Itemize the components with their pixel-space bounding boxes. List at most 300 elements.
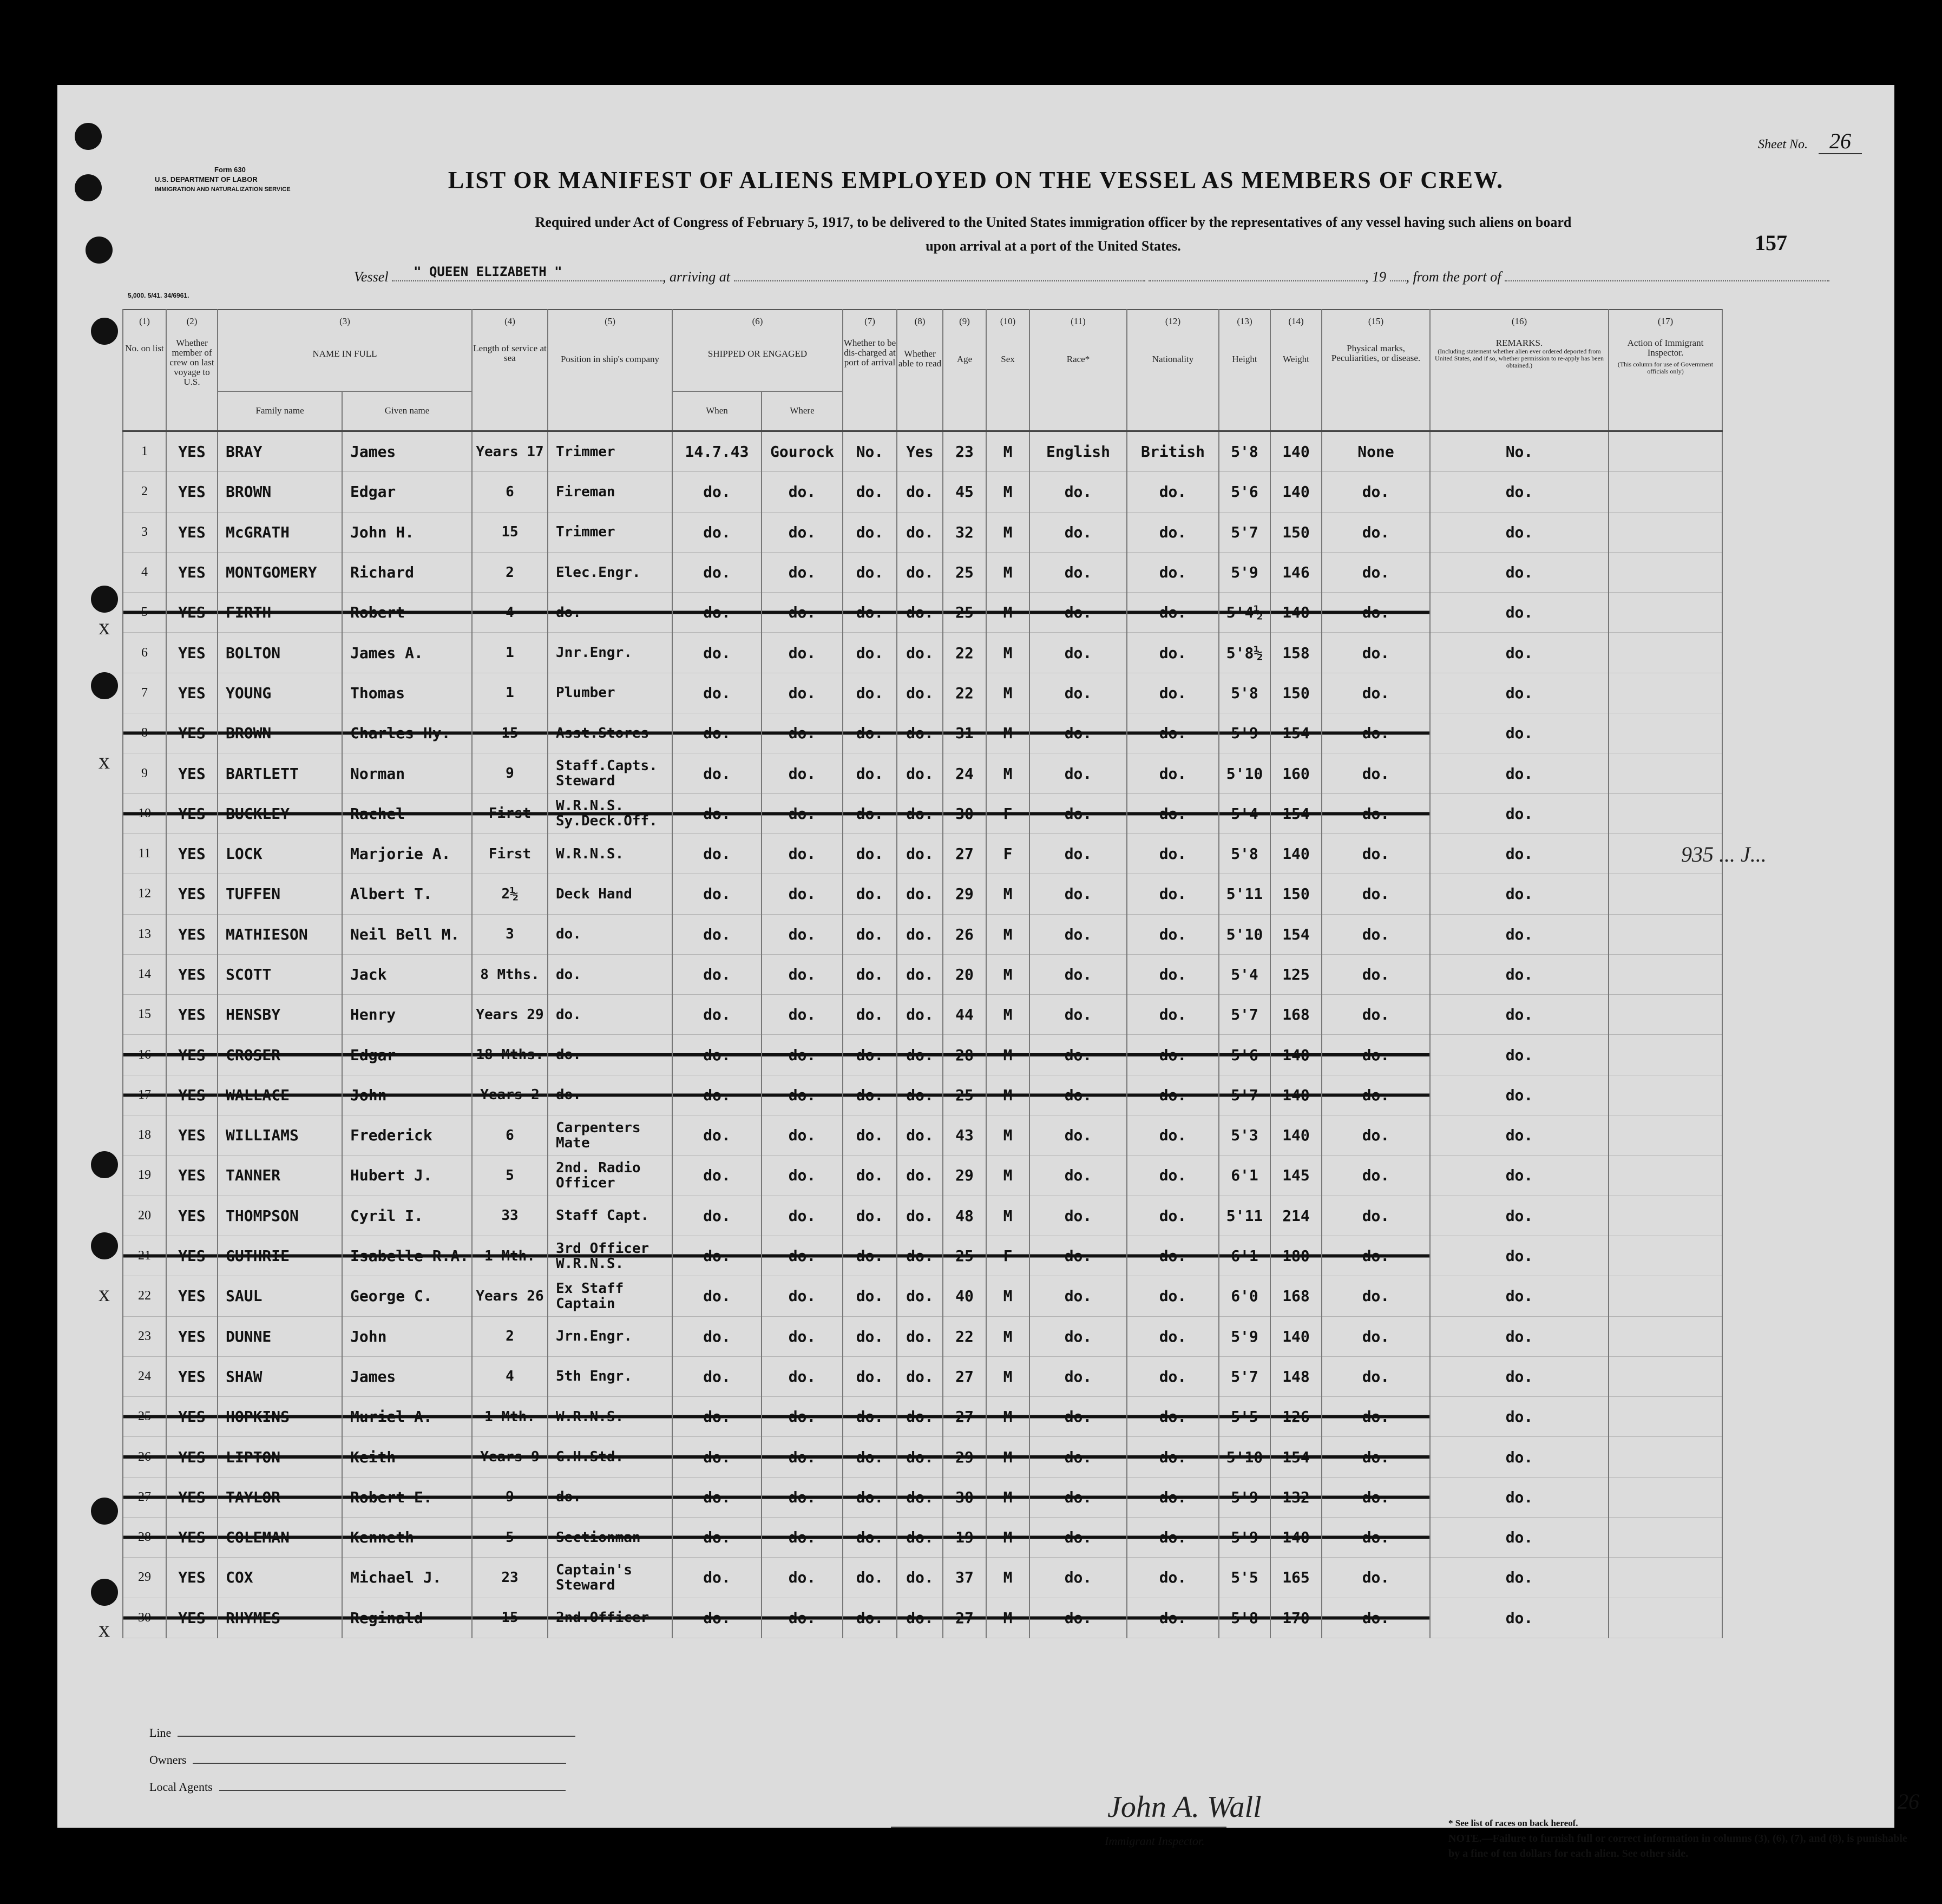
cell-discharged: do. (843, 1437, 897, 1477)
cell-family: RHYMES (218, 1598, 342, 1638)
arriving-label: , arriving at (662, 269, 730, 285)
cell-read: do. (897, 1035, 943, 1075)
cell-discharged: do. (843, 1236, 897, 1276)
cell-height: 5'10 (1219, 914, 1270, 954)
cell-physical: do. (1322, 512, 1430, 552)
cell-sex: M (986, 512, 1029, 552)
cell-weight: 154 (1270, 793, 1322, 833)
table-row (123, 1316, 1722, 1356)
cell-race: do. (1029, 552, 1127, 592)
cell-height: 5'9 (1219, 1477, 1270, 1517)
cell-remarks: do. (1430, 1356, 1609, 1396)
header-action (1609, 333, 1722, 431)
service: IMMIGRATION AND NATURALIZATION SERVICE (155, 186, 291, 193)
cell-given: Frederick (342, 1115, 472, 1155)
cell-physical: do. (1322, 1236, 1430, 1276)
cell-given: George C. (342, 1276, 472, 1316)
cell-crew: YES (166, 1397, 218, 1437)
col-num-12: (12) (1127, 310, 1219, 333)
cell-where: do. (762, 1115, 843, 1155)
cell-sex: M (986, 874, 1029, 914)
header-height: Height (1219, 333, 1270, 431)
cell-when: do. (672, 1236, 762, 1276)
cell-family: GUTHRIE (218, 1236, 342, 1276)
cell-when: do. (672, 1075, 762, 1115)
footer-agents-field (149, 1774, 575, 1801)
requirement-line-1: Required under Act of Congress of February 5, 1917, to be delivered to the United States immigration officer by the representatives of any vessel having such aliens on board (535, 214, 1572, 230)
cell-action (1609, 1196, 1722, 1236)
cell-family: WILLIAMS (218, 1115, 342, 1155)
cell-discharged: do. (843, 954, 897, 994)
cell-nationality: do. (1127, 1356, 1219, 1396)
cell-action (1609, 713, 1722, 753)
header-length-service: Length of service at sea (472, 333, 548, 431)
col-num-6: (6) (672, 310, 843, 333)
cell-position: 2nd. Radio Officer (548, 1155, 672, 1196)
cell-remarks: do. (1430, 1196, 1609, 1236)
cell-race: do. (1029, 1035, 1127, 1075)
cell-given: Cyril I. (342, 1196, 472, 1236)
cell-discharged: do. (843, 833, 897, 874)
cell-given: Albert T. (342, 874, 472, 914)
table-row (123, 713, 1722, 753)
cell-family: COX (218, 1558, 342, 1598)
cell-no: 8 (123, 713, 166, 753)
cell-crew: YES (166, 1316, 218, 1356)
cell-sex: M (986, 914, 1029, 954)
cell-remarks: do. (1430, 1598, 1609, 1638)
cell-action (1609, 1155, 1722, 1196)
footer-notes (1448, 1816, 1908, 1861)
cell-family: BARTLETT (218, 753, 342, 793)
cell-when: do. (672, 1397, 762, 1437)
cell-where: do. (762, 995, 843, 1035)
cell-height: 5'9 (1219, 1518, 1270, 1558)
cell-race: do. (1029, 1397, 1127, 1437)
col-num-14: (14) (1270, 310, 1322, 333)
cell-remarks: do. (1430, 1316, 1609, 1356)
cell-weight: 146 (1270, 552, 1322, 592)
cell-height: 5'10 (1219, 753, 1270, 793)
cell-crew: YES (166, 1035, 218, 1075)
header-nationality: Nationality (1127, 333, 1219, 431)
header-able-read: Whether able to read (897, 333, 943, 431)
cell-weight: 140 (1270, 431, 1322, 472)
cell-race: do. (1029, 1316, 1127, 1356)
cell-family: FIRTH (218, 593, 342, 633)
cell-when: do. (672, 914, 762, 954)
cell-weight: 154 (1270, 914, 1322, 954)
cell-height: 6'1 (1219, 1155, 1270, 1196)
cell-weight: 154 (1270, 1437, 1322, 1477)
punch-hole (86, 237, 113, 264)
cell-where: do. (762, 512, 843, 552)
x-mark: x (99, 749, 110, 774)
cell-action (1609, 995, 1722, 1035)
cell-read: do. (897, 914, 943, 954)
cell-when: do. (672, 793, 762, 833)
cell-remarks: do. (1430, 713, 1609, 753)
cell-when: do. (672, 1276, 762, 1316)
cell-crew: YES (166, 753, 218, 793)
cell-read: do. (897, 512, 943, 552)
cell-race: do. (1029, 673, 1127, 713)
cell-physical: do. (1322, 1356, 1430, 1396)
cell-height: 5'9 (1219, 1316, 1270, 1356)
cell-physical: do. (1322, 1558, 1430, 1598)
x-mark: x (99, 1617, 110, 1642)
handwritten-annotation: 935 ... J... (1681, 842, 1767, 866)
cell-physical: do. (1322, 713, 1430, 753)
cell-remarks: do. (1430, 1155, 1609, 1196)
cell-no: 20 (123, 1196, 166, 1236)
cell-action (1609, 1558, 1722, 1598)
cell-race: do. (1029, 793, 1127, 833)
signature-label: Immigrant Inspector. (1105, 1834, 1205, 1848)
cell-discharged: do. (843, 593, 897, 633)
cell-given: Edgar (342, 1035, 472, 1075)
cell-remarks: do. (1430, 1075, 1609, 1115)
cell-no: 24 (123, 1356, 166, 1396)
cell-crew: YES (166, 1075, 218, 1115)
header-where: Where (762, 391, 843, 431)
cell-weight: 126 (1270, 1397, 1322, 1437)
cell-race: do. (1029, 1196, 1127, 1236)
cell-read: do. (897, 1356, 943, 1396)
col-num-7: (7) (843, 310, 897, 333)
cell-position: Ex Staff Captain (548, 1276, 672, 1316)
cell-height: 5'3 (1219, 1115, 1270, 1155)
col-num-2: (2) (166, 310, 218, 333)
cell-family: LIPTON (218, 1437, 342, 1477)
cell-race: English (1029, 431, 1127, 472)
cell-when: do. (672, 1155, 762, 1196)
cell-nationality: do. (1127, 1115, 1219, 1155)
cell-age: 32 (943, 512, 986, 552)
cell-no: 27 (123, 1477, 166, 1517)
cell-nationality: do. (1127, 512, 1219, 552)
cell-no: 18 (123, 1115, 166, 1155)
cell-action (1609, 512, 1722, 552)
cell-remarks: do. (1430, 673, 1609, 713)
cell-crew: YES (166, 833, 218, 874)
cell-read: do. (897, 1155, 943, 1196)
cell-crew: YES (166, 1155, 218, 1196)
cell-height: 5'8 (1219, 673, 1270, 713)
cell-physical: do. (1322, 1477, 1430, 1517)
cell-when: do. (672, 1477, 762, 1517)
cell-weight: 148 (1270, 1356, 1322, 1396)
cell-weight: 125 (1270, 954, 1322, 994)
header-no-on-list: No. on list (123, 333, 166, 431)
cell-where: do. (762, 1075, 843, 1115)
cell-when: do. (672, 874, 762, 914)
cell-crew: YES (166, 1558, 218, 1598)
cell-age: 40 (943, 1276, 986, 1316)
cell-age: 24 (943, 753, 986, 793)
cell-height: 5'8 (1219, 1598, 1270, 1638)
cell-weight: 160 (1270, 753, 1322, 793)
cell-no: 3 (123, 512, 166, 552)
cell-nationality: do. (1127, 833, 1219, 874)
cell-height: 5'7 (1219, 1075, 1270, 1115)
cell-crew: YES (166, 1236, 218, 1276)
cell-crew: YES (166, 593, 218, 633)
cell-when: do. (672, 1196, 762, 1236)
table-row (123, 914, 1722, 954)
cell-given: Kenneth (342, 1518, 472, 1558)
cell-height: 5'11 (1219, 1196, 1270, 1236)
cell-height: 6'0 (1219, 1276, 1270, 1316)
header-race: Race* (1029, 333, 1127, 431)
cell-action (1609, 1518, 1722, 1558)
cell-when: do. (672, 753, 762, 793)
cell-family: HOPKINS (218, 1397, 342, 1437)
cell-service: 1 (472, 673, 548, 713)
table-row (123, 1236, 1722, 1276)
sheet-number-label: Sheet No. (1758, 137, 1808, 152)
cell-race: do. (1029, 1276, 1127, 1316)
cell-service: 2½ (472, 874, 548, 914)
cell-sex: F (986, 793, 1029, 833)
cell-physical: do. (1322, 1035, 1430, 1075)
table-row (123, 1598, 1722, 1638)
cell-position: Asst.Stores (548, 713, 672, 753)
cell-crew: YES (166, 1115, 218, 1155)
cell-crew: YES (166, 512, 218, 552)
cell-no: 7 (123, 673, 166, 713)
cell-where: do. (762, 593, 843, 633)
cell-position: Fireman (548, 472, 672, 512)
cell-where: do. (762, 1196, 843, 1236)
header-position: Position in ship's company (548, 333, 672, 431)
cell-race: do. (1029, 1598, 1127, 1638)
cell-given: Jack (342, 954, 472, 994)
cell-race: do. (1029, 472, 1127, 512)
cell-height: 5'7 (1219, 512, 1270, 552)
cell-nationality: British (1127, 431, 1219, 472)
cell-discharged: do. (843, 914, 897, 954)
table-row (123, 552, 1722, 592)
cell-action (1609, 673, 1722, 713)
cell-age: 28 (943, 1035, 986, 1075)
cell-where: do. (762, 552, 843, 592)
cell-remarks: do. (1430, 1518, 1609, 1558)
cell-position: do. (548, 1075, 672, 1115)
cell-position: do. (548, 914, 672, 954)
cell-position: G.H.Std. (548, 1437, 672, 1477)
col-num-5: (5) (548, 310, 672, 333)
cell-race: do. (1029, 1115, 1127, 1155)
sheet-number (1758, 128, 1862, 154)
cell-family: DUNNE (218, 1316, 342, 1356)
requirement-text (350, 211, 1757, 258)
cell-discharged: do. (843, 1356, 897, 1396)
cell-age: 25 (943, 593, 986, 633)
cell-physical: do. (1322, 552, 1430, 592)
cell-crew: YES (166, 552, 218, 592)
cell-read: do. (897, 1196, 943, 1236)
cell-age: 26 (943, 914, 986, 954)
cell-family: TAYLOR (218, 1477, 342, 1517)
manifest-sheet (57, 85, 1919, 1860)
header-family-name: Family name (218, 391, 342, 431)
header-physical: Physical marks, Peculiarities, or disease. (1322, 333, 1430, 431)
cell-sex: M (986, 633, 1029, 673)
cell-nationality: do. (1127, 1558, 1219, 1598)
cell-read: Yes (897, 431, 943, 472)
cell-weight: 150 (1270, 673, 1322, 713)
punch-hole (91, 1151, 118, 1178)
cell-physical: do. (1322, 995, 1430, 1035)
cell-age: 29 (943, 874, 986, 914)
cell-read: do. (897, 1558, 943, 1598)
cell-when: do. (672, 593, 762, 633)
remarks-title: REMARKS. (1495, 338, 1543, 348)
cell-position: do. (548, 1477, 672, 1517)
cell-where: Gourock (762, 431, 843, 472)
cell-when: do. (672, 1598, 762, 1638)
cell-race: do. (1029, 1477, 1127, 1517)
penalty-note: NOTE.—Failure to furnish full or correct information in columns (3), (6), (7), and (8), is punishable by a fine of ten dollars for each alien. See other side. (1448, 1833, 1907, 1860)
cell-physical: do. (1322, 1115, 1430, 1155)
cell-no: 22 (123, 1276, 166, 1316)
cell-physical: None (1322, 431, 1430, 472)
cell-read: do. (897, 1518, 943, 1558)
cell-service: 6 (472, 1115, 548, 1155)
cell-read: do. (897, 1397, 943, 1437)
cell-given: Rachel (342, 793, 472, 833)
cell-weight: 180 (1270, 1236, 1322, 1276)
cell-position: Captain's Steward (548, 1558, 672, 1598)
cell-race: do. (1029, 874, 1127, 914)
cell-when: do. (672, 673, 762, 713)
cell-race: do. (1029, 1558, 1127, 1598)
cell-physical: do. (1322, 1155, 1430, 1196)
punch-hole (91, 586, 118, 613)
cell-family: BOLTON (218, 633, 342, 673)
cell-service: 15 (472, 1598, 548, 1638)
cell-service: Years 2 (472, 1075, 548, 1115)
vessel-label: Vessel (354, 269, 389, 285)
cell-service: 15 (472, 713, 548, 753)
cell-service: 4 (472, 1356, 548, 1396)
cell-family: THOMPSON (218, 1196, 342, 1236)
cell-service: 2 (472, 1316, 548, 1356)
cell-read: do. (897, 1236, 943, 1276)
cell-where: do. (762, 874, 843, 914)
cell-race: do. (1029, 1236, 1127, 1276)
cell-discharged: do. (843, 753, 897, 793)
cell-no: 10 (123, 793, 166, 833)
cell-family: COLEMAN (218, 1518, 342, 1558)
cell-age: 30 (943, 793, 986, 833)
column-numbers-row (123, 310, 1722, 333)
cell-weight: 140 (1270, 1075, 1322, 1115)
cell-read: do. (897, 673, 943, 713)
table-row (123, 1035, 1722, 1075)
cell-age: 27 (943, 1598, 986, 1638)
cell-crew: YES (166, 995, 218, 1035)
cell-weight: 140 (1270, 833, 1322, 874)
cell-crew: YES (166, 874, 218, 914)
table-row (123, 633, 1722, 673)
header-sex: Sex (986, 333, 1029, 431)
cell-read: do. (897, 1437, 943, 1477)
cell-crew: YES (166, 472, 218, 512)
cell-discharged: do. (843, 1397, 897, 1437)
cell-physical: do. (1322, 753, 1430, 793)
cell-sex: F (986, 1236, 1029, 1276)
cell-when: do. (672, 713, 762, 753)
cell-age: 48 (943, 1196, 986, 1236)
cell-nationality: do. (1127, 954, 1219, 994)
cell-sex: M (986, 1196, 1029, 1236)
remarks-note: (Including statement whether alien ever ordered deported from United States, and if so, whether permission to re-apply has been obtained.) (1435, 347, 1604, 369)
cell-where: do. (762, 833, 843, 874)
cell-given: Michael J. (342, 1558, 472, 1598)
cell-discharged: do. (843, 1196, 897, 1236)
table-row (123, 1196, 1722, 1236)
cell-position: Trimmer (548, 431, 672, 472)
cell-race: do. (1029, 1155, 1127, 1196)
cell-race: do. (1029, 593, 1127, 633)
cell-age: 27 (943, 1356, 986, 1396)
cell-height: 5'4½ (1219, 593, 1270, 633)
table-row (123, 1397, 1722, 1437)
cell-given: Henry (342, 995, 472, 1035)
cell-weight: 140 (1270, 472, 1322, 512)
cell-nationality: do. (1127, 593, 1219, 633)
table-row (123, 593, 1722, 633)
cell-discharged: do. (843, 1316, 897, 1356)
cell-given: Reginald (342, 1598, 472, 1638)
cell-read: do. (897, 1075, 943, 1115)
header-age: Age (943, 333, 986, 431)
cell-weight: 168 (1270, 1276, 1322, 1316)
action-title: Action of Immigrant Inspector. (1627, 338, 1704, 358)
cell-action (1609, 793, 1722, 833)
cell-sex: M (986, 753, 1029, 793)
table-row (123, 1075, 1722, 1115)
cell-discharged: do. (843, 874, 897, 914)
cell-no: 13 (123, 914, 166, 954)
cell-family: YOUNG (218, 673, 342, 713)
cell-no: 21 (123, 1236, 166, 1276)
header-discharged: Whether to be dis-charged at port of arrival (843, 333, 897, 431)
cell-height: 5'4 (1219, 954, 1270, 994)
cell-service: Years 26 (472, 1276, 548, 1316)
cell-discharged: do. (843, 713, 897, 753)
cell-action (1609, 1437, 1722, 1477)
vessel-name: " QUEEN ELIZABETH " (414, 264, 562, 279)
cell-given: Neil Bell M. (342, 914, 472, 954)
table-row (123, 954, 1722, 994)
col-num-17: (17) (1609, 310, 1722, 333)
cell-family: LOCK (218, 833, 342, 874)
cell-height: 5'4 (1219, 793, 1270, 833)
cell-remarks: do. (1430, 1115, 1609, 1155)
from-port-label: , from the port of (1406, 269, 1501, 285)
cell-service: 3 (472, 914, 548, 954)
cell-no: 6 (123, 633, 166, 673)
punch-hole (91, 318, 118, 345)
col-num-10: (10) (986, 310, 1029, 333)
cell-given: Keith (342, 1437, 472, 1477)
cell-given: James A. (342, 633, 472, 673)
cell-nationality: do. (1127, 1598, 1219, 1638)
cell-nationality: do. (1127, 914, 1219, 954)
